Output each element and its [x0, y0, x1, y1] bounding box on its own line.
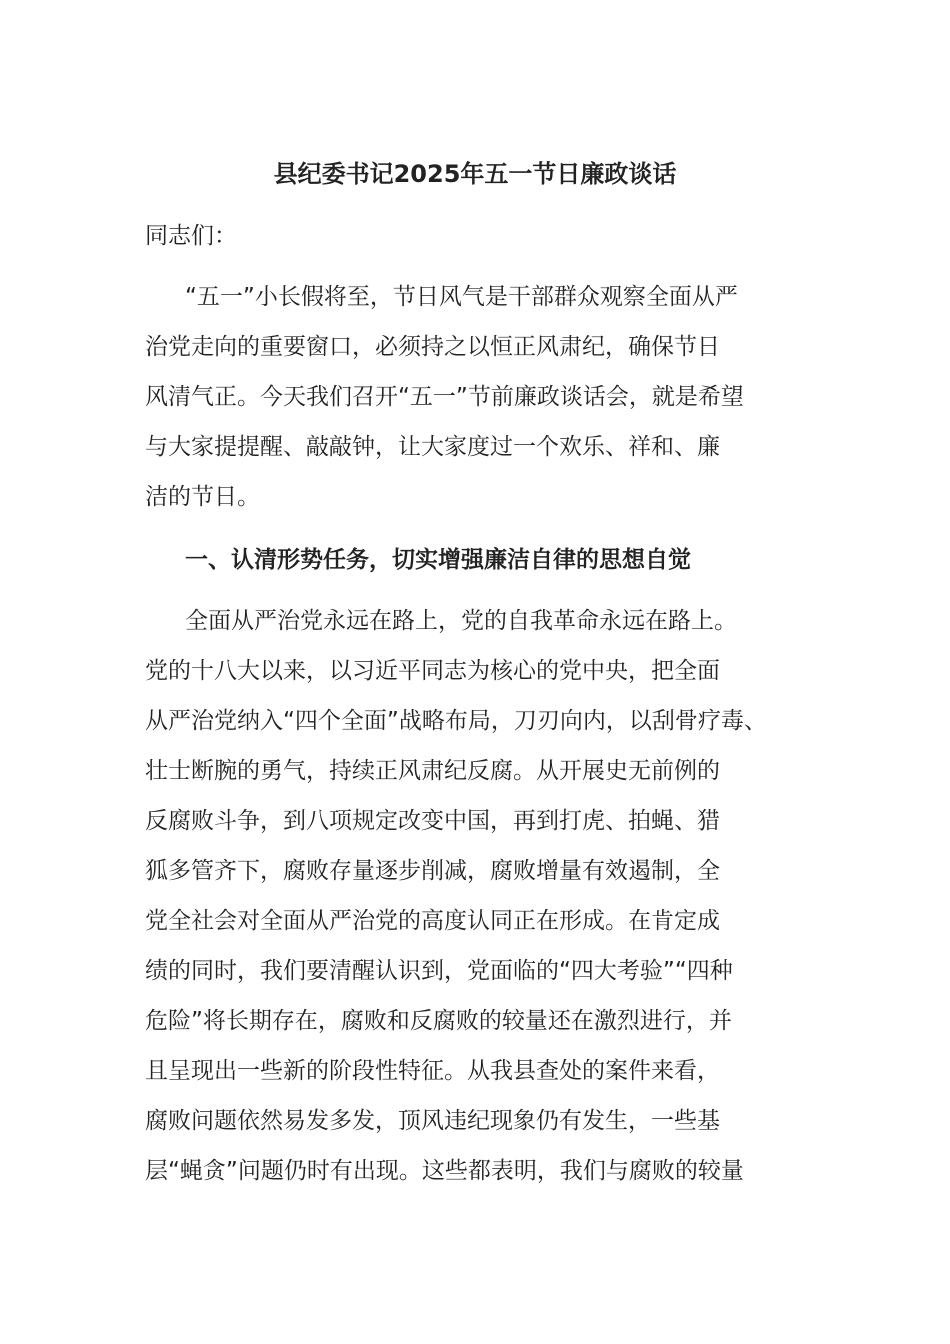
paragraph-line: 反腐败斗争，到八项规定改变中国，再到打虎、拍蝇、猎: [145, 808, 720, 834]
paragraph-line: 治党走向的重要窗口，必须持之以恒正风肃纪，确保节日: [145, 334, 720, 360]
document-title: 县纪委书记2025年五一节日廉政谈话: [273, 160, 677, 188]
section-heading: 一、认清形势任务，切实增强廉洁自律的思想自觉: [185, 547, 691, 573]
body-paragraph: [145, 596, 825, 1196]
paragraph-line: 党全社会对全面从严治党的高度认同正在形成。在肯定成: [145, 908, 720, 934]
paragraph-line: 风清气正。今天我们召开“五一”节前廉政谈话会，就是希望: [145, 384, 744, 410]
paragraph-line: 壮士断腕的勇气，持续正风肃纪反腐。从开展史无前例的: [145, 758, 720, 784]
paragraph-line: 且呈现出一些新的阶段性特征。从我县查处的案件来看，: [145, 1058, 720, 1084]
paragraph-line: 与大家提提醒、敲敲钟，让大家度过一个欢乐、祥和、廉: [145, 434, 720, 460]
paragraph-line: “五一”小长假将至，节日风气是干部群众观察全面从严: [185, 284, 738, 310]
greeting: 同志们：: [145, 223, 237, 249]
paragraph-line: 洁的节日。: [145, 484, 260, 510]
paragraph-line: 党的十八大以来，以习近平同志为核心的党中央，把全面: [145, 658, 720, 684]
intro-paragraph: [145, 272, 825, 522]
paragraph-line: 腐败问题依然易发多发，顶风违纪现象仍有发生，一些基: [145, 1108, 720, 1134]
paragraph-line: 危险”将长期存在，腐败和反腐败的较量还在激烈进行，并: [145, 1008, 732, 1034]
paragraph-line: 全面从严治党永远在路上，党的自我革命永远在路上。: [185, 608, 737, 634]
paragraph-line: 狐多管齐下，腐败存量逐步削减，腐败增量有效遏制，全: [145, 858, 720, 884]
paragraph-line: 层“蝇贪”问题仍时有出现。这些都表明，我们与腐败的较量: [145, 1158, 744, 1184]
paragraph-line: 从严治党纳入“四个全面”战略布局，刀刃向内，以刮骨疗毒、: [145, 708, 767, 734]
paragraph-line: 绩的同时，我们要清醒认识到，党面临的“四大考验”“四种: [145, 958, 733, 984]
